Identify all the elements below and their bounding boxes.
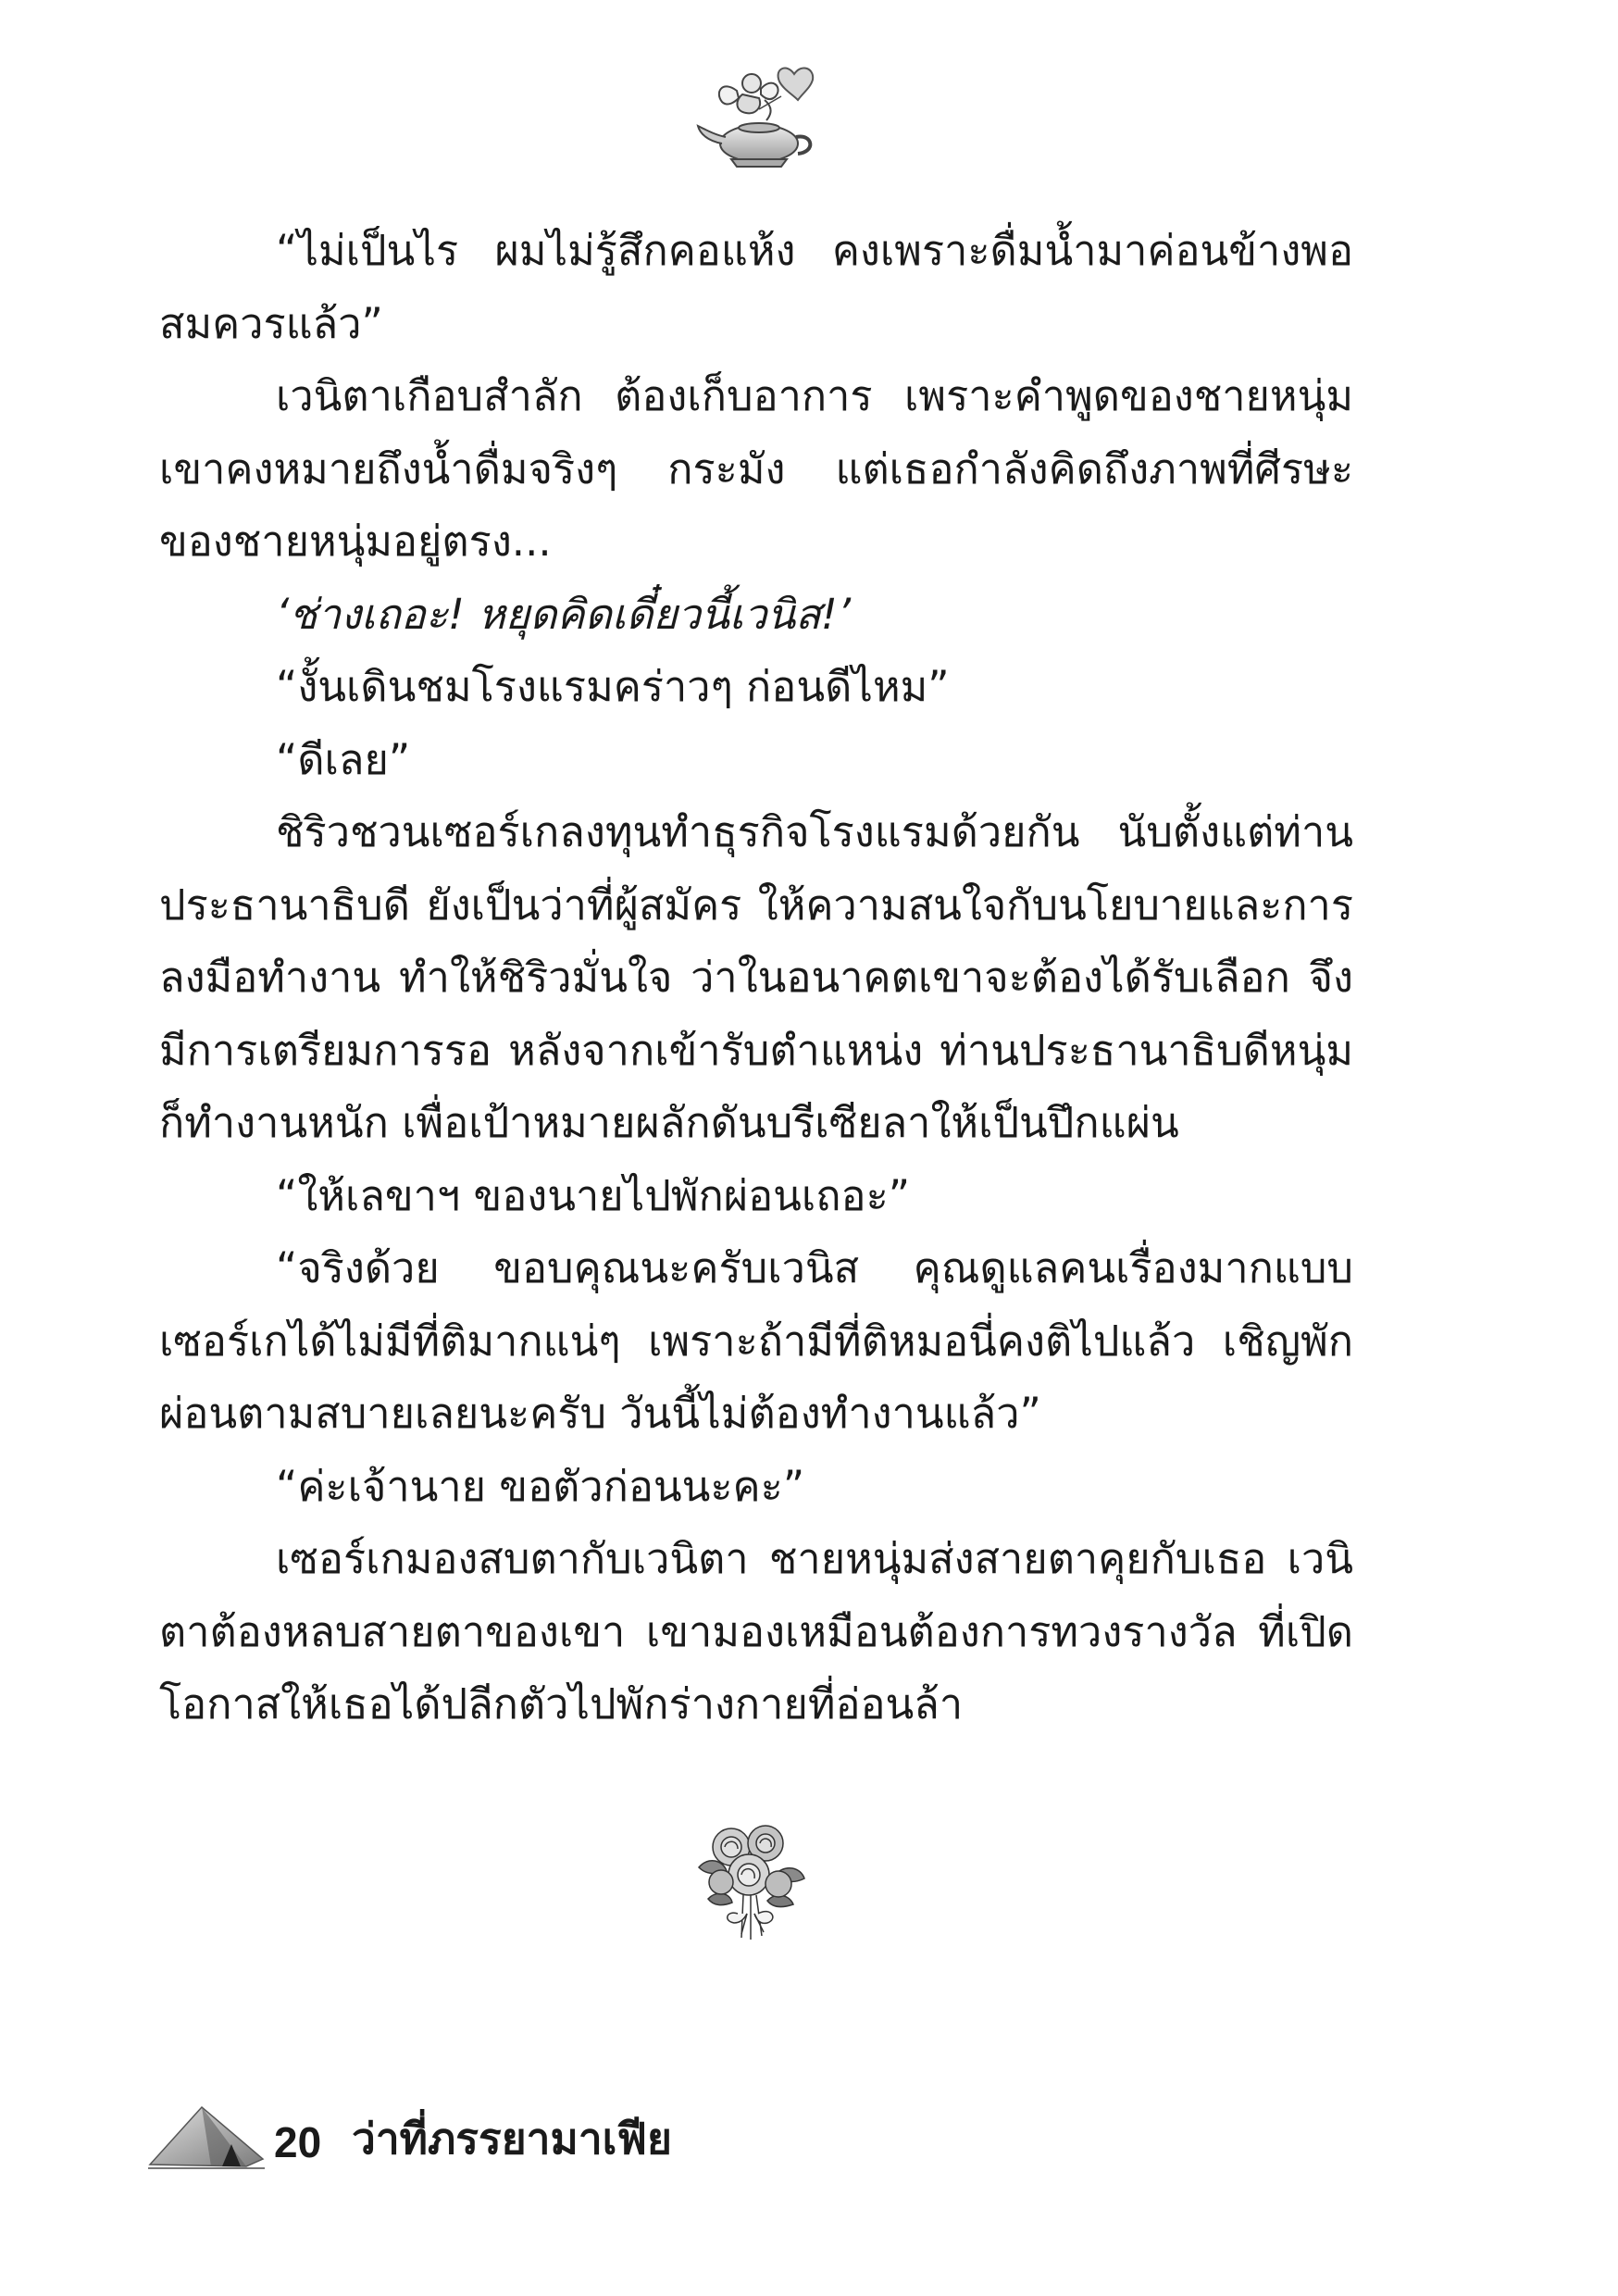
cupid-teapot-icon — [694, 56, 824, 171]
paragraph-1: “ไม่เป็นไร ผมไม่รู้สึกคอแห้ง คงเพราะดื่มน้ำมาค่อนข้างพอสมควรแล้ว” — [159, 226, 1353, 348]
paragraph-3-thought: ‘ช่างเถอะ! หยุดคิดเดี๋ยวนี้เวนิส!’ — [276, 589, 852, 639]
body-text — [159, 215, 1353, 1741]
page-footer — [146, 2100, 979, 2183]
book-title: ว่าที่ภรรยามาเฟีย — [352, 2115, 672, 2163]
paragraph-2: เวนิตาเกือบสำลัก ต้องเก็บอาการ เพราะคำพูดของชายหนุ่ม เขาคงหมายถึงน้ำดื่มจริงๆ กระมัง แต่เธอกำลังคิดถึงภาพที่ศีรษะของชายหนุ่มอยู่ตรง... — [159, 371, 1353, 566]
paragraph-4: “งั้นเดินชมโรงแรมคร่าวๆ ก่อนดีไหม” — [276, 662, 950, 711]
page-number: 20 — [274, 2118, 322, 2166]
rose-bouquet-icon — [690, 1810, 810, 1944]
paragraph-8: “จริงด้วย ขอบคุณนะครับเวนิส คุณดูแลคนเรื่องมากแบบเซอร์เกได้ไม่มีที่ติมากแน่ๆ เพราะถ้ามีที่ติหมอนี่คงติไปแล้ว เชิญพักผ่อนตามสบายเลยนะครับ วันนี้ไม่ต้องทำงานแล้ว” — [159, 1243, 1353, 1438]
paragraph-5: “ดีเลย” — [276, 734, 411, 784]
tent-icon — [146, 2100, 267, 2174]
paragraph-10: เซอร์เกมองสบตากับเวนิตา ชายหนุ่มส่งสายตาคุยกับเธอ เวนิตาต้องหลบสายตาของเขา เขามองเหมือนต้องการทวงรางวัล ที่เปิดโอกาสให้เธอได้ปลีกตัวไปพักร่างกายที่อ่อนล้า — [159, 1534, 1353, 1728]
paragraph-7: “ให้เลขาฯ ของนายไปพักผ่อนเถอะ” — [276, 1170, 911, 1220]
paragraph-9: “ค่ะเจ้านาย ขอตัวก่อนนะคะ” — [276, 1461, 805, 1511]
paragraph-6: ชิริวชวนเซอร์เกลงทุนทำธุรกิจโรงแรมด้วยกัน นับตั้งแต่ท่านประธานาธิบดี ยังเป็นว่าที่ผู้สมัคร ให้ความสนใจกับนโยบายและการลงมือทำงาน ทำให้ชิริวมั่นใจ ว่าในอนาคตเขาจะต้องได้รับเลือก จึงมีการเตรียมการรอ หลังจากเข้ารับตำแหน่ง ท่านประธานาธิบดีหนุ่มก็ทำงานหนัก เพื่อเป้าหมายผลักดันบรีเซียลาให้เป็นปึกแผ่น — [159, 807, 1353, 1147]
